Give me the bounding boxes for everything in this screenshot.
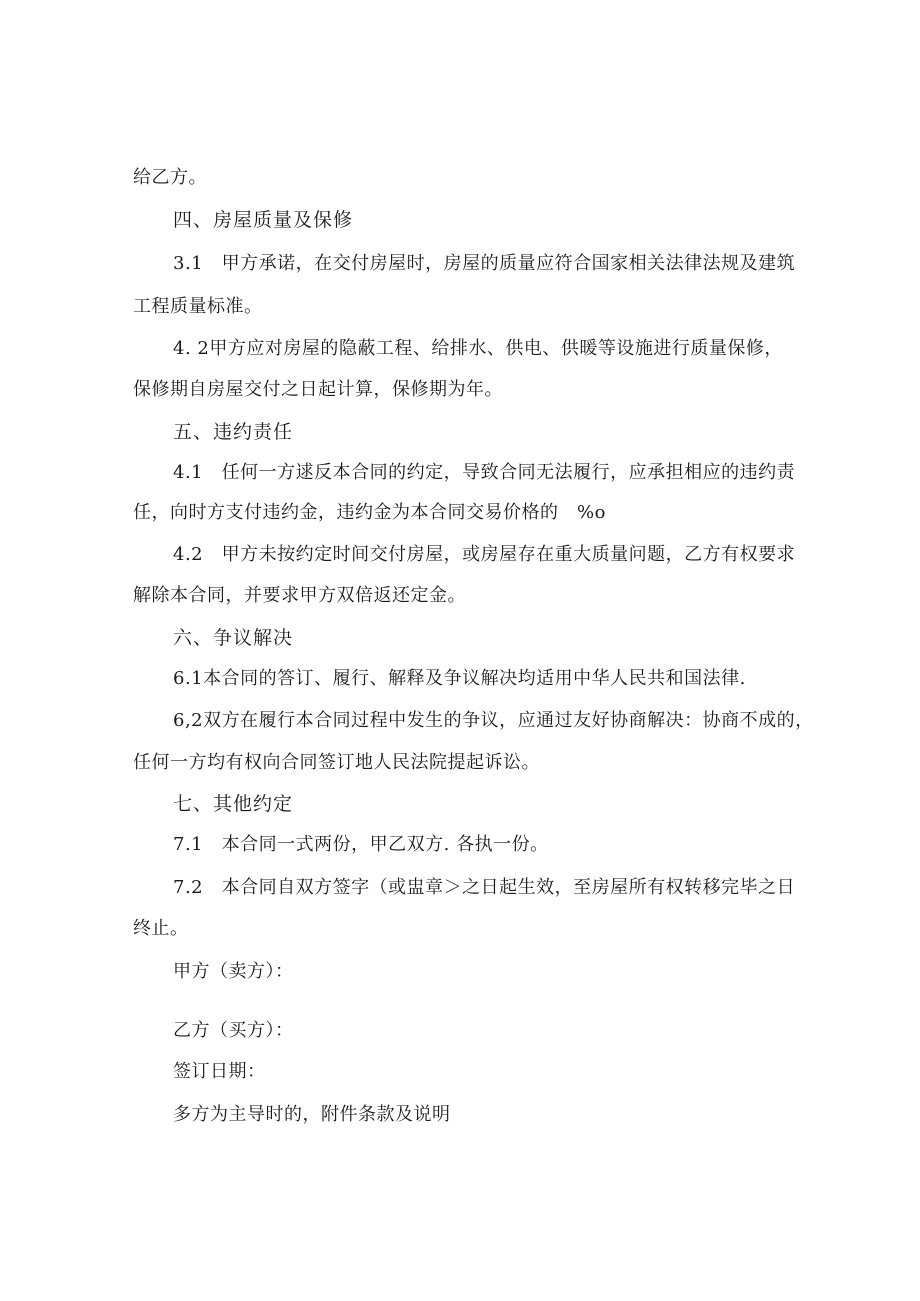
- clause-4-2b-line-2: 解除本合同，并要求甲方双倍返还定金。: [133, 585, 466, 606]
- clause-4-1-line-2: 任，向时方支付违约金，违约金为本合同交易价格的 %o: [133, 502, 606, 523]
- clause-4-2-line-2: 保修期自房屋交付之日起计算，保修期为年。: [133, 379, 503, 400]
- section-6-heading: 六、争议解决: [173, 627, 294, 649]
- intro-tail-text: 给乙方。: [133, 167, 207, 188]
- clause-7-2-line-2: 终止。: [133, 918, 189, 939]
- section-5-heading: 五、违约责任: [173, 421, 294, 443]
- footer-note: 多方为主导时的，附件条款及说明: [173, 1104, 451, 1125]
- clause-6-2-line-2: 任何一方均有权向合同签订地人民法院提起诉讼。: [133, 752, 540, 773]
- clause-4-1-line-1: 4.1 任何一方逑反本合同的约定，导致合同无法履行，应承担相应的违约责: [173, 462, 796, 483]
- party-a-signature-label: 甲方（卖方）：: [173, 961, 294, 982]
- clause-4-2-line-1: 4. 2甲方应对房屋的隐蔽工程、给排水、供电、供暖等设施进行质量保修，: [173, 338, 783, 359]
- clause-6-1: 6.1本合同的答订、履行、解释及争议解决均适用中华人民共和国法律.: [173, 668, 746, 689]
- section-7-heading: 七、其他约定: [173, 793, 294, 815]
- clause-7-1: 7.1 本合同一式两份，甲乙双方. 各执一份。: [173, 834, 549, 855]
- clause-7-2-line-1: 7.2 本合同自双方签字（或盅章＞之日起生效，至房屋所有权转移完毕之日: [173, 877, 796, 898]
- section-4-heading: 四、房屋质量及保修: [173, 209, 354, 231]
- clause-4-2b-line-1: 4.2 甲方未按约定时间交付房屋，或房屋存在重大质量问题，乙方有权要求: [173, 544, 796, 565]
- clause-6-2-line-1: 6,2双方在履行本合同过程中发生的争议，应通过友好协商解决：协商不成的，: [173, 710, 814, 731]
- party-b-signature-label: 乙方（买方）：: [173, 1020, 294, 1041]
- clause-3-1-line-1: 3.1 甲方承诺，在交付房屋时，房屋的质量应符合国家相关法律法规及建筑: [173, 253, 796, 274]
- clause-3-1-line-2: 工程质量标准。: [133, 296, 263, 317]
- sign-date-label: 签订日期：: [173, 1061, 266, 1082]
